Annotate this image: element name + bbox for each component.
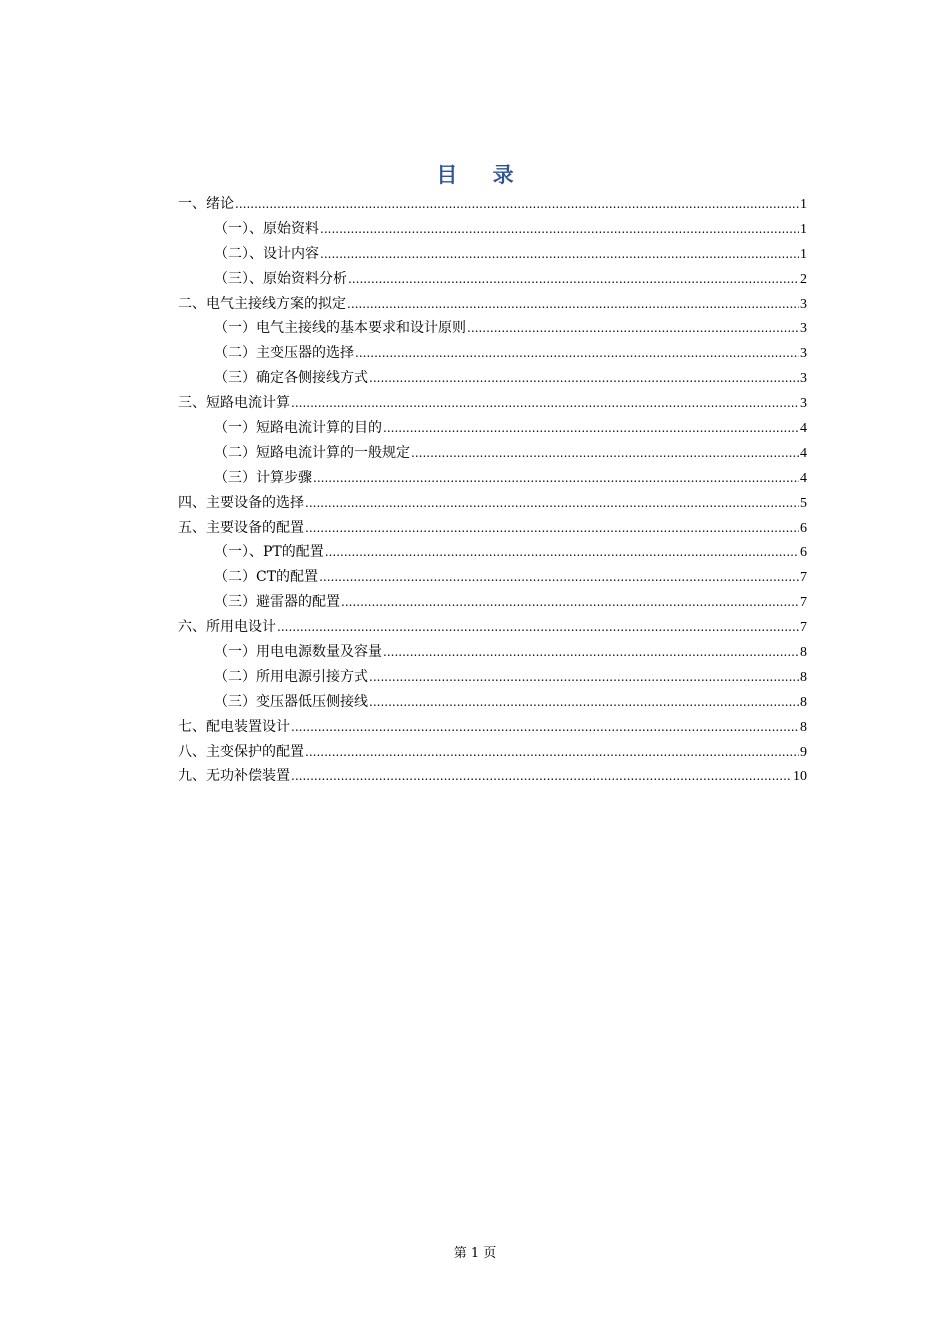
toc-dot-leader — [305, 740, 799, 765]
toc-entry-title: （三）变压器低压侧接线 — [214, 693, 368, 710]
toc-entry-page-number: 1 — [800, 221, 807, 237]
toc-entry[interactable] — [178, 516, 807, 541]
toc-dot-leader — [305, 491, 799, 516]
toc-dot-leader — [369, 690, 799, 715]
toc-entry[interactable] — [178, 491, 807, 516]
toc-entry-page-number: 6 — [800, 545, 807, 561]
toc-entry-title: （二）短路电流计算的一般规定 — [214, 444, 410, 461]
toc-entry-page-number: 10 — [793, 769, 807, 785]
toc-dot-leader — [355, 341, 799, 366]
toc-dot-leader — [383, 640, 799, 665]
toc-entry[interactable] — [178, 441, 807, 466]
toc-dot-leader — [341, 590, 799, 615]
toc-dot-leader — [291, 391, 799, 416]
toc-title: 目 录 — [436, 162, 528, 187]
toc-entry-title: （一）、PT的配置 — [214, 544, 324, 561]
toc-dot-leader — [235, 192, 799, 217]
toc-entry-title: （三）确定各侧接线方式 — [214, 370, 368, 387]
toc-entry-page-number: 3 — [800, 396, 807, 412]
toc-dot-leader — [467, 316, 799, 341]
toc-entry-title: 二、电气主接线方案的拟定 — [178, 295, 346, 312]
toc-dot-leader — [291, 715, 799, 740]
toc-entry-title: （三）计算步骤 — [214, 469, 312, 486]
toc-entry[interactable] — [178, 740, 807, 765]
toc-entry-title: （三）、原始资料分析 — [214, 270, 347, 287]
toc-entry-title: 七、配电装置设计 — [178, 718, 290, 735]
toc-entry[interactable] — [178, 192, 807, 217]
toc-entry[interactable] — [178, 715, 807, 740]
toc-dot-leader — [325, 540, 799, 565]
toc-entry[interactable] — [178, 217, 807, 242]
toc-entry-page-number: 8 — [800, 669, 807, 685]
toc-entry-title: 五、主要设备的配置 — [178, 519, 304, 536]
toc-dot-leader — [383, 416, 799, 441]
page-number-footer: 第 1 页 — [453, 1246, 497, 1261]
toc-entry-title: 九、无功补偿装置 — [178, 768, 290, 785]
toc-entry[interactable] — [178, 640, 807, 665]
toc-dot-leader — [277, 615, 799, 640]
toc-dot-leader — [320, 242, 799, 267]
toc-dot-leader — [347, 292, 799, 317]
toc-entry-page-number: 5 — [800, 495, 807, 511]
toc-entry[interactable] — [178, 466, 807, 491]
toc-entry-title: （二）、设计内容 — [214, 245, 319, 262]
toc-entry[interactable] — [178, 416, 807, 441]
toc-dot-leader — [369, 366, 799, 391]
toc-entry[interactable] — [178, 565, 807, 590]
toc-entry-title: 八、主变保护的配置 — [178, 743, 304, 760]
toc-dot-leader — [320, 217, 799, 242]
toc-entry-page-number: 7 — [800, 620, 807, 636]
toc-dot-leader — [313, 466, 799, 491]
toc-entry-page-number: 7 — [800, 570, 807, 586]
toc-entry-title: （三）避雷器的配置 — [214, 594, 340, 611]
toc-entry[interactable] — [178, 764, 807, 789]
toc-entry-title: （二）所用电源引接方式 — [214, 668, 368, 685]
toc-entry-title: 一、绪论 — [178, 196, 234, 212]
toc-entry-page-number: 3 — [800, 321, 807, 337]
toc-entry[interactable] — [178, 590, 807, 615]
toc-entry[interactable] — [178, 366, 807, 391]
toc-entry-page-number: 4 — [800, 445, 807, 461]
toc-entry[interactable] — [178, 690, 807, 715]
toc-entry[interactable] — [178, 391, 807, 416]
toc-dot-leader — [319, 565, 799, 590]
toc-entry-page-number: 8 — [800, 694, 807, 710]
toc-entry-page-number: 8 — [800, 645, 807, 661]
toc-entry-title: 六、所用电设计 — [178, 619, 276, 636]
toc-entry[interactable] — [178, 665, 807, 690]
toc-dot-leader — [291, 764, 792, 789]
toc-entry-title: （一）短路电流计算的目的 — [214, 420, 382, 437]
toc-list — [178, 192, 807, 789]
toc-dot-leader — [411, 441, 799, 466]
toc-entry-title: 四、主要设备的选择 — [178, 494, 304, 511]
toc-entry-title: （二）主变压器的选择 — [214, 345, 354, 362]
toc-entry-page-number: 8 — [800, 719, 807, 735]
toc-entry-page-number: 4 — [800, 470, 807, 486]
toc-entry[interactable] — [178, 540, 807, 565]
toc-entry[interactable] — [178, 615, 807, 640]
toc-entry-title: （二）CT的配置 — [214, 569, 319, 586]
toc-entry[interactable] — [178, 242, 807, 267]
toc-entry-page-number: 4 — [800, 421, 807, 437]
toc-entry-title: （一）用电电源数量及容量 — [214, 644, 382, 661]
toc-entry-page-number: 1 — [800, 246, 807, 262]
toc-entry-page-number: 6 — [800, 520, 807, 536]
toc-entry-title: 三、短路电流计算 — [178, 395, 290, 412]
toc-entry-page-number: 1 — [800, 197, 807, 212]
toc-entry[interactable] — [178, 267, 807, 292]
toc-entry[interactable] — [178, 316, 807, 341]
toc-entry-page-number: 9 — [800, 744, 807, 760]
toc-entry-page-number: 3 — [800, 346, 807, 362]
toc-dot-leader — [369, 665, 799, 690]
toc-entry-title: （一）电气主接线的基本要求和设计原则 — [214, 320, 466, 337]
toc-dot-leader — [305, 516, 799, 541]
toc-entry[interactable] — [178, 292, 807, 317]
toc-entry-title: （一）、原始资料 — [214, 220, 319, 237]
toc-entry-page-number: 3 — [800, 296, 807, 312]
toc-entry-page-number: 2 — [800, 271, 807, 287]
toc-dot-leader — [348, 267, 799, 292]
toc-entry-page-number: 3 — [800, 371, 807, 387]
toc-entry-page-number: 7 — [800, 595, 807, 611]
toc-entry[interactable] — [178, 341, 807, 366]
